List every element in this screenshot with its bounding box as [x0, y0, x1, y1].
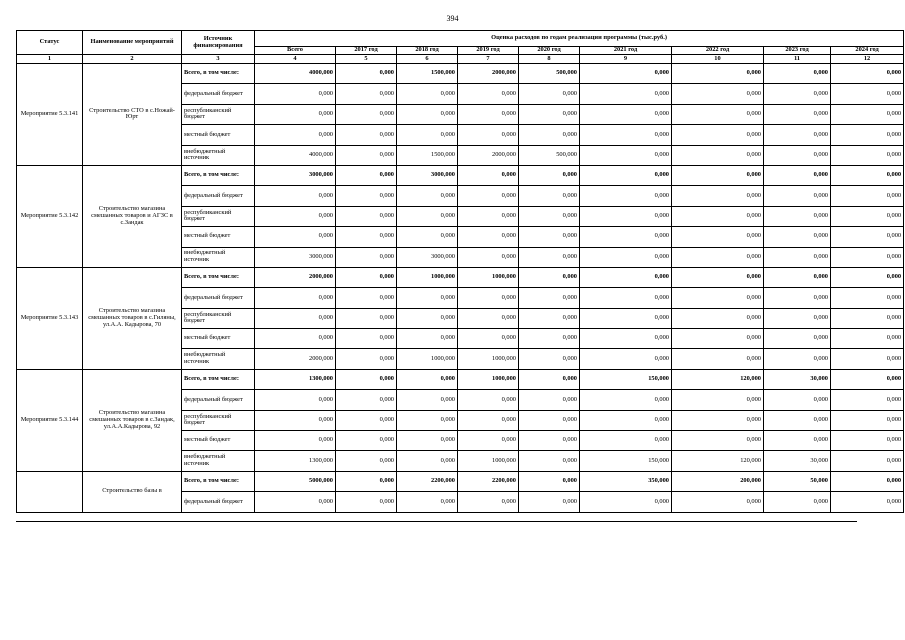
- amount-cell: 0,000: [580, 492, 672, 512]
- amount-cell: 0,000: [672, 206, 764, 226]
- amount-cell: 2200,000: [397, 471, 458, 491]
- amount-cell: 0,000: [336, 471, 397, 491]
- amount-cell: 0,000: [519, 492, 580, 512]
- amount-cell: 1000,000: [458, 267, 519, 287]
- measure-name: Строительство базы в: [83, 471, 182, 512]
- column-number: 1: [17, 55, 83, 64]
- amount-cell: 0,000: [255, 329, 336, 349]
- header-year-6: 2022 год: [672, 47, 764, 55]
- amount-cell: 0,000: [458, 125, 519, 145]
- amount-cell: 0,000: [831, 349, 904, 369]
- amount-cell: 0,000: [831, 288, 904, 308]
- amount-cell: 0,000: [580, 186, 672, 206]
- amount-cell: 0,000: [580, 206, 672, 226]
- amount-cell: 0,000: [397, 186, 458, 206]
- column-number: 4: [255, 55, 336, 64]
- table-row: [17, 471, 904, 491]
- header-year-1: 2017 год: [336, 47, 397, 55]
- amount-cell: 3000,000: [397, 247, 458, 267]
- header-year-7: 2023 год: [764, 47, 831, 55]
- amount-cell: 1500,000: [397, 64, 458, 84]
- amount-cell: 0,000: [397, 329, 458, 349]
- amount-cell: 0,000: [580, 125, 672, 145]
- header-status: Статус: [17, 31, 83, 55]
- measure-name: Строительство магазина смешанных товаров в с.Гиляны, ул.А.А. Кадырова, 70: [83, 267, 182, 369]
- amount-cell: 0,000: [672, 390, 764, 410]
- amount-cell: 0,000: [764, 431, 831, 451]
- amount-cell: 0,000: [580, 165, 672, 185]
- amount-cell: 0,000: [580, 104, 672, 124]
- amount-cell: 0,000: [336, 451, 397, 471]
- amount-cell: 0,000: [831, 410, 904, 430]
- amount-cell: 30,000: [764, 451, 831, 471]
- amount-cell: 0,000: [580, 288, 672, 308]
- amount-cell: 0,000: [519, 329, 580, 349]
- header-source: Источник финансирования: [182, 31, 255, 55]
- header-year-5: 2021 год: [580, 47, 672, 55]
- column-number: 2: [83, 55, 182, 64]
- amount-cell: 0,000: [764, 104, 831, 124]
- header-year-8: 2024 год: [831, 47, 904, 55]
- amount-cell: 5000,000: [255, 471, 336, 491]
- funding-source: местный бюджет: [182, 227, 255, 247]
- amount-cell: 1000,000: [458, 451, 519, 471]
- amount-cell: 1500,000: [397, 145, 458, 165]
- amount-cell: 0,000: [519, 369, 580, 389]
- funding-source: местный бюджет: [182, 431, 255, 451]
- amount-cell: 0,000: [397, 431, 458, 451]
- amount-cell: 0,000: [336, 410, 397, 430]
- amount-cell: 0,000: [336, 267, 397, 287]
- amount-cell: 0,000: [764, 247, 831, 267]
- column-number: 9: [580, 55, 672, 64]
- amount-cell: 0,000: [672, 165, 764, 185]
- funding-source: внебюджетный источник: [182, 145, 255, 165]
- amount-cell: 0,000: [831, 492, 904, 512]
- amount-cell: 0,000: [672, 349, 764, 369]
- amount-cell: 0,000: [458, 227, 519, 247]
- amount-cell: 0,000: [519, 206, 580, 226]
- amount-cell: 0,000: [336, 186, 397, 206]
- amount-cell: 0,000: [764, 125, 831, 145]
- amount-cell: 0,000: [458, 165, 519, 185]
- amount-cell: 200,000: [672, 471, 764, 491]
- amount-cell: 4000,000: [255, 145, 336, 165]
- funding-source: федеральный бюджет: [182, 288, 255, 308]
- amount-cell: 0,000: [519, 267, 580, 287]
- amount-cell: 1000,000: [458, 349, 519, 369]
- funding-source: Всего, в том числе:: [182, 165, 255, 185]
- amount-cell: 0,000: [672, 267, 764, 287]
- amount-cell: 350,000: [580, 471, 672, 491]
- measure-status: Мероприятие 5.3.142: [17, 165, 83, 267]
- column-number: 11: [764, 55, 831, 64]
- amount-cell: 0,000: [336, 145, 397, 165]
- amount-cell: 0,000: [672, 125, 764, 145]
- amount-cell: 0,000: [580, 431, 672, 451]
- amount-cell: 0,000: [336, 84, 397, 104]
- amount-cell: 0,000: [336, 64, 397, 84]
- amount-cell: 0,000: [672, 64, 764, 84]
- amount-cell: 0,000: [580, 267, 672, 287]
- amount-cell: 0,000: [336, 288, 397, 308]
- amount-cell: 0,000: [519, 390, 580, 410]
- amount-cell: 0,000: [458, 104, 519, 124]
- amount-cell: 0,000: [831, 227, 904, 247]
- funding-source: федеральный бюджет: [182, 186, 255, 206]
- amount-cell: 0,000: [831, 145, 904, 165]
- amount-cell: 0,000: [764, 145, 831, 165]
- table-row: [17, 369, 904, 389]
- amount-cell: 0,000: [831, 329, 904, 349]
- funding-source: Всего, в том числе:: [182, 369, 255, 389]
- amount-cell: 0,000: [831, 267, 904, 287]
- amount-cell: 0,000: [255, 104, 336, 124]
- amount-cell: 0,000: [336, 227, 397, 247]
- amount-cell: 500,000: [519, 145, 580, 165]
- amount-cell: 0,000: [831, 125, 904, 145]
- amount-cell: 0,000: [458, 308, 519, 328]
- header-estimate: Оценка расходов по годам реализации программы (тыс.руб.): [255, 31, 904, 47]
- funding-source: Всего, в том числе:: [182, 471, 255, 491]
- amount-cell: 0,000: [458, 186, 519, 206]
- amount-cell: 0,000: [255, 84, 336, 104]
- amount-cell: 0,000: [458, 431, 519, 451]
- amount-cell: 0,000: [397, 410, 458, 430]
- amount-cell: 0,000: [764, 206, 831, 226]
- column-number: 3: [182, 55, 255, 64]
- amount-cell: 0,000: [336, 349, 397, 369]
- amount-cell: 0,000: [831, 369, 904, 389]
- amount-cell: 0,000: [519, 349, 580, 369]
- amount-cell: 0,000: [255, 288, 336, 308]
- amount-cell: 0,000: [831, 431, 904, 451]
- amount-cell: 2000,000: [458, 64, 519, 84]
- amount-cell: 0,000: [672, 431, 764, 451]
- column-number: 10: [672, 55, 764, 64]
- amount-cell: 0,000: [831, 308, 904, 328]
- amount-cell: 2000,000: [255, 349, 336, 369]
- amount-cell: 0,000: [397, 288, 458, 308]
- amount-cell: 1000,000: [397, 267, 458, 287]
- amount-cell: 3000,000: [255, 247, 336, 267]
- amount-cell: 0,000: [672, 227, 764, 247]
- funding-source: федеральный бюджет: [182, 492, 255, 512]
- amount-cell: 0,000: [336, 329, 397, 349]
- measure-name: Строительство СТО в с.Ножай-Юрт: [83, 64, 182, 166]
- column-number: 8: [519, 55, 580, 64]
- amount-cell: 30,000: [764, 369, 831, 389]
- funding-source: внебюджетный источник: [182, 247, 255, 267]
- amount-cell: 0,000: [458, 410, 519, 430]
- amount-cell: 1300,000: [255, 369, 336, 389]
- amount-cell: 0,000: [336, 247, 397, 267]
- amount-cell: 0,000: [336, 390, 397, 410]
- funding-source: Всего, в том числе:: [182, 64, 255, 84]
- amount-cell: 0,000: [519, 410, 580, 430]
- amount-cell: 0,000: [672, 410, 764, 430]
- amount-cell: 0,000: [672, 247, 764, 267]
- amount-cell: 0,000: [764, 308, 831, 328]
- amount-cell: 0,000: [672, 329, 764, 349]
- amount-cell: 50,000: [764, 471, 831, 491]
- table-row: [17, 64, 904, 84]
- amount-cell: 2000,000: [458, 145, 519, 165]
- amount-cell: 0,000: [255, 206, 336, 226]
- amount-cell: 0,000: [764, 84, 831, 104]
- funding-source: федеральный бюджет: [182, 84, 255, 104]
- amount-cell: 0,000: [397, 84, 458, 104]
- amount-cell: 150,000: [580, 451, 672, 471]
- page-number: 394: [446, 14, 459, 23]
- amount-cell: 0,000: [458, 247, 519, 267]
- amount-cell: 0,000: [397, 125, 458, 145]
- amount-cell: 0,000: [580, 390, 672, 410]
- funding-source: федеральный бюджет: [182, 390, 255, 410]
- amount-cell: 0,000: [519, 227, 580, 247]
- measure-status: Мероприятие 5.3.144: [17, 369, 83, 471]
- column-number: 6: [397, 55, 458, 64]
- amount-cell: 0,000: [255, 431, 336, 451]
- amount-cell: 0,000: [336, 125, 397, 145]
- amount-cell: 0,000: [672, 186, 764, 206]
- table-cut-line: [16, 521, 857, 522]
- amount-cell: 0,000: [519, 288, 580, 308]
- amount-cell: 0,000: [519, 451, 580, 471]
- amount-cell: 0,000: [255, 227, 336, 247]
- amount-cell: 0,000: [764, 349, 831, 369]
- amount-cell: 0,000: [672, 84, 764, 104]
- amount-cell: 0,000: [519, 471, 580, 491]
- amount-cell: 0,000: [580, 145, 672, 165]
- amount-cell: 0,000: [764, 186, 831, 206]
- amount-cell: 0,000: [831, 206, 904, 226]
- funding-source: республиканский бюджет: [182, 104, 255, 124]
- amount-cell: 0,000: [255, 125, 336, 145]
- amount-cell: 1000,000: [458, 369, 519, 389]
- amount-cell: 0,000: [255, 390, 336, 410]
- amount-cell: 0,000: [458, 329, 519, 349]
- amount-cell: 0,000: [397, 308, 458, 328]
- measure-status: Мероприятие 5.3.143: [17, 267, 83, 369]
- amount-cell: 0,000: [458, 206, 519, 226]
- amount-cell: 0,000: [519, 247, 580, 267]
- amount-cell: 1300,000: [255, 451, 336, 471]
- amount-cell: 0,000: [336, 431, 397, 451]
- funding-source: республиканский бюджет: [182, 206, 255, 226]
- funding-source: местный бюджет: [182, 125, 255, 145]
- amount-cell: 0,000: [336, 104, 397, 124]
- amount-cell: 0,000: [458, 492, 519, 512]
- amount-cell: 0,000: [519, 308, 580, 328]
- amount-cell: 0,000: [672, 104, 764, 124]
- amount-cell: 0,000: [831, 104, 904, 124]
- amount-cell: 1000,000: [397, 349, 458, 369]
- budget-table-container: [16, 30, 902, 522]
- measure-name: Строительство магазина смешанных товаров и АГЗС в с.Зандак: [83, 165, 182, 267]
- amount-cell: 0,000: [831, 84, 904, 104]
- amount-cell: 2200,000: [458, 471, 519, 491]
- amount-cell: 0,000: [580, 308, 672, 328]
- amount-cell: 0,000: [519, 431, 580, 451]
- funding-source: Всего, в том числе:: [182, 267, 255, 287]
- amount-cell: 0,000: [831, 64, 904, 84]
- amount-cell: 0,000: [764, 64, 831, 84]
- amount-cell: 0,000: [397, 390, 458, 410]
- funding-source: внебюджетный источник: [182, 349, 255, 369]
- amount-cell: 0,000: [397, 369, 458, 389]
- budget-table: [16, 30, 904, 513]
- amount-cell: 500,000: [519, 64, 580, 84]
- amount-cell: 0,000: [672, 288, 764, 308]
- amount-cell: 0,000: [519, 165, 580, 185]
- amount-cell: 0,000: [519, 186, 580, 206]
- amount-cell: 0,000: [519, 104, 580, 124]
- amount-cell: 0,000: [764, 329, 831, 349]
- amount-cell: 120,000: [672, 369, 764, 389]
- amount-cell: 0,000: [458, 288, 519, 308]
- column-number: 7: [458, 55, 519, 64]
- amount-cell: 0,000: [397, 104, 458, 124]
- amount-cell: 0,000: [831, 186, 904, 206]
- funding-source: внебюджетный источник: [182, 451, 255, 471]
- amount-cell: 3000,000: [397, 165, 458, 185]
- amount-cell: 0,000: [831, 390, 904, 410]
- funding-source: местный бюджет: [182, 329, 255, 349]
- amount-cell: 0,000: [831, 247, 904, 267]
- amount-cell: 4000,000: [255, 64, 336, 84]
- amount-cell: 3000,000: [255, 165, 336, 185]
- amount-cell: 0,000: [764, 267, 831, 287]
- amount-cell: 0,000: [519, 84, 580, 104]
- amount-cell: 0,000: [580, 84, 672, 104]
- amount-cell: 0,000: [764, 227, 831, 247]
- amount-cell: 0,000: [580, 247, 672, 267]
- amount-cell: 0,000: [672, 492, 764, 512]
- column-number: 5: [336, 55, 397, 64]
- amount-cell: 0,000: [336, 308, 397, 328]
- header-year-2: 2018 год: [397, 47, 458, 55]
- amount-cell: 0,000: [764, 390, 831, 410]
- amount-cell: 0,000: [831, 165, 904, 185]
- measure-name: Строительство магазина смешанных товаров в с.Зандак, ул.А.А.Кадырова, 92: [83, 369, 182, 471]
- amount-cell: 0,000: [580, 64, 672, 84]
- amount-cell: 0,000: [458, 84, 519, 104]
- amount-cell: 0,000: [458, 390, 519, 410]
- amount-cell: 0,000: [397, 227, 458, 247]
- measure-status: Мероприятие 5.3.141: [17, 64, 83, 166]
- measure-status: [17, 471, 83, 512]
- amount-cell: 150,000: [580, 369, 672, 389]
- amount-cell: 2000,000: [255, 267, 336, 287]
- amount-cell: 0,000: [831, 471, 904, 491]
- amount-cell: 0,000: [255, 410, 336, 430]
- header-year-4: 2020 год: [519, 47, 580, 55]
- header-year-0: Всего: [255, 47, 336, 55]
- amount-cell: 0,000: [336, 369, 397, 389]
- amount-cell: 0,000: [519, 125, 580, 145]
- amount-cell: 0,000: [764, 165, 831, 185]
- amount-cell: 0,000: [764, 492, 831, 512]
- amount-cell: 0,000: [764, 410, 831, 430]
- amount-cell: 0,000: [672, 145, 764, 165]
- amount-cell: 0,000: [580, 329, 672, 349]
- amount-cell: 0,000: [397, 206, 458, 226]
- amount-cell: 0,000: [672, 308, 764, 328]
- amount-cell: 0,000: [255, 308, 336, 328]
- amount-cell: 0,000: [255, 186, 336, 206]
- amount-cell: 0,000: [764, 288, 831, 308]
- column-number: 12: [831, 55, 904, 64]
- amount-cell: 0,000: [580, 227, 672, 247]
- amount-cell: 0,000: [580, 410, 672, 430]
- amount-cell: 0,000: [580, 349, 672, 369]
- amount-cell: 0,000: [831, 451, 904, 471]
- amount-cell: 120,000: [672, 451, 764, 471]
- table-row: [17, 267, 904, 287]
- funding-source: республиканский бюджет: [182, 308, 255, 328]
- amount-cell: 0,000: [397, 451, 458, 471]
- amount-cell: 0,000: [255, 492, 336, 512]
- amount-cell: 0,000: [336, 492, 397, 512]
- funding-source: республиканский бюджет: [182, 410, 255, 430]
- table-row: [17, 165, 904, 185]
- amount-cell: 0,000: [336, 165, 397, 185]
- amount-cell: 0,000: [336, 206, 397, 226]
- amount-cell: 0,000: [397, 492, 458, 512]
- header-name: Наименование мероприятий: [83, 31, 182, 55]
- header-year-3: 2019 год: [458, 47, 519, 55]
